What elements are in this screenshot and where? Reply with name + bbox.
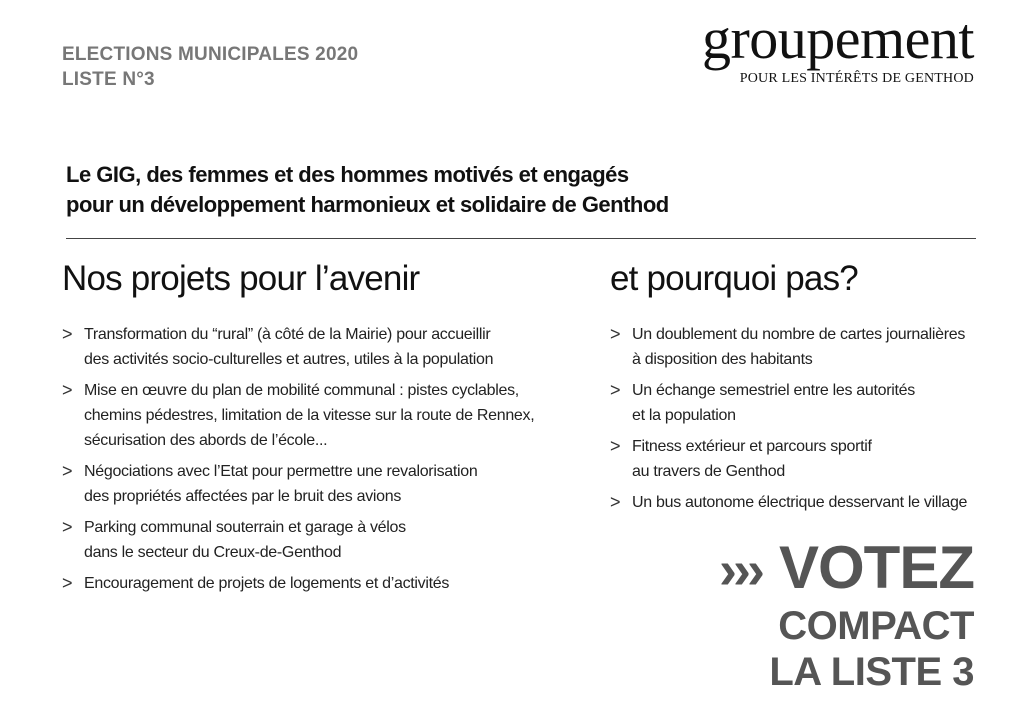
chevron-right-icon: > <box>62 324 73 344</box>
list-item-line: des propriétés affectées par le bruit des avions <box>84 488 402 505</box>
list-item-line: et la population <box>632 407 736 424</box>
vote-main-line <box>719 535 974 603</box>
vote-list-3: LA LISTE 3 <box>769 650 974 694</box>
list-item <box>610 378 990 428</box>
intro-line-2: pour un développement harmonieux et solidaire de Genthod <box>66 192 669 217</box>
chevron-right-icon: > <box>62 380 73 400</box>
list-item-line: Parking communal souterrain et garage à vélos <box>84 519 406 536</box>
election-title: ELECTIONS MUNICIPALES 2020 <box>62 44 359 65</box>
list-item <box>610 434 990 484</box>
chevron-right-icon: > <box>610 324 621 344</box>
list-item-line: Un échange semestriel entre les autorités <box>632 382 915 399</box>
list-item-line: Négociations avec l’Etat pour permettre une revalorisation <box>84 463 478 480</box>
projects-title: Nos projets pour l’avenir <box>62 259 420 298</box>
projects-list <box>62 322 582 602</box>
why-not-list <box>610 322 990 521</box>
list-item <box>62 322 582 372</box>
vote-word: VOTEZ <box>778 534 974 601</box>
gig-logo <box>701 6 974 87</box>
chevron-right-icon: > <box>62 461 73 481</box>
list-item-line: au travers de Genthod <box>632 463 785 480</box>
list-item-line: Un doublement du nombre de cartes journalières <box>632 326 966 343</box>
list-item-line: Encouragement de projets de logements et d’activités <box>84 575 450 592</box>
list-item <box>62 515 582 565</box>
list-item-line: des activités socio-culturelles et autres, utiles à la population <box>84 351 494 368</box>
chevron-right-icon: > <box>62 517 73 537</box>
logo-word: groupement <box>701 6 974 71</box>
intro-line-1: Le GIG, des femmes et des hommes motivés et engagés <box>66 162 629 187</box>
chevron-right-icon: > <box>610 492 621 512</box>
list-item <box>62 378 582 453</box>
vote-callout <box>719 535 974 695</box>
list-item-line: Un bus autonome électrique desservant le village <box>632 494 968 511</box>
list-item-line: à disposition des habitants <box>632 351 813 368</box>
list-item-line: Fitness extérieur et parcours sportif <box>632 438 872 455</box>
arrows-icon: ››› <box>719 540 761 600</box>
chevron-right-icon: > <box>610 380 621 400</box>
election-header <box>62 42 358 92</box>
chevron-right-icon: > <box>610 436 621 456</box>
list-item-line: Mise en œuvre du plan de mobilité communal : pistes cyclables, <box>84 382 519 399</box>
why-not-title: et pourquoi pas? <box>610 259 858 298</box>
intro-heading <box>66 160 669 220</box>
list-item-line: sécurisation des abords de l’école... <box>84 432 328 449</box>
chevron-right-icon: > <box>62 573 73 593</box>
list-item-line: Transformation du “rural” (à côté de la Mairie) pour accueillir <box>84 326 491 343</box>
logo-subtitle: POUR LES INTÉRÊTS DE GENTHOD <box>739 71 974 86</box>
divider <box>66 238 976 239</box>
list-item <box>610 490 990 515</box>
list-item-line: chemins pédestres, limitation de la vitesse sur la route de Rennex, <box>84 407 535 424</box>
list-item <box>62 571 582 596</box>
list-item <box>610 322 990 372</box>
list-number: LISTE N°3 <box>62 69 155 90</box>
vote-compact: COMPACT <box>778 604 974 648</box>
list-item <box>62 459 582 509</box>
list-item-line: dans le secteur du Creux-de-Genthod <box>84 544 342 561</box>
